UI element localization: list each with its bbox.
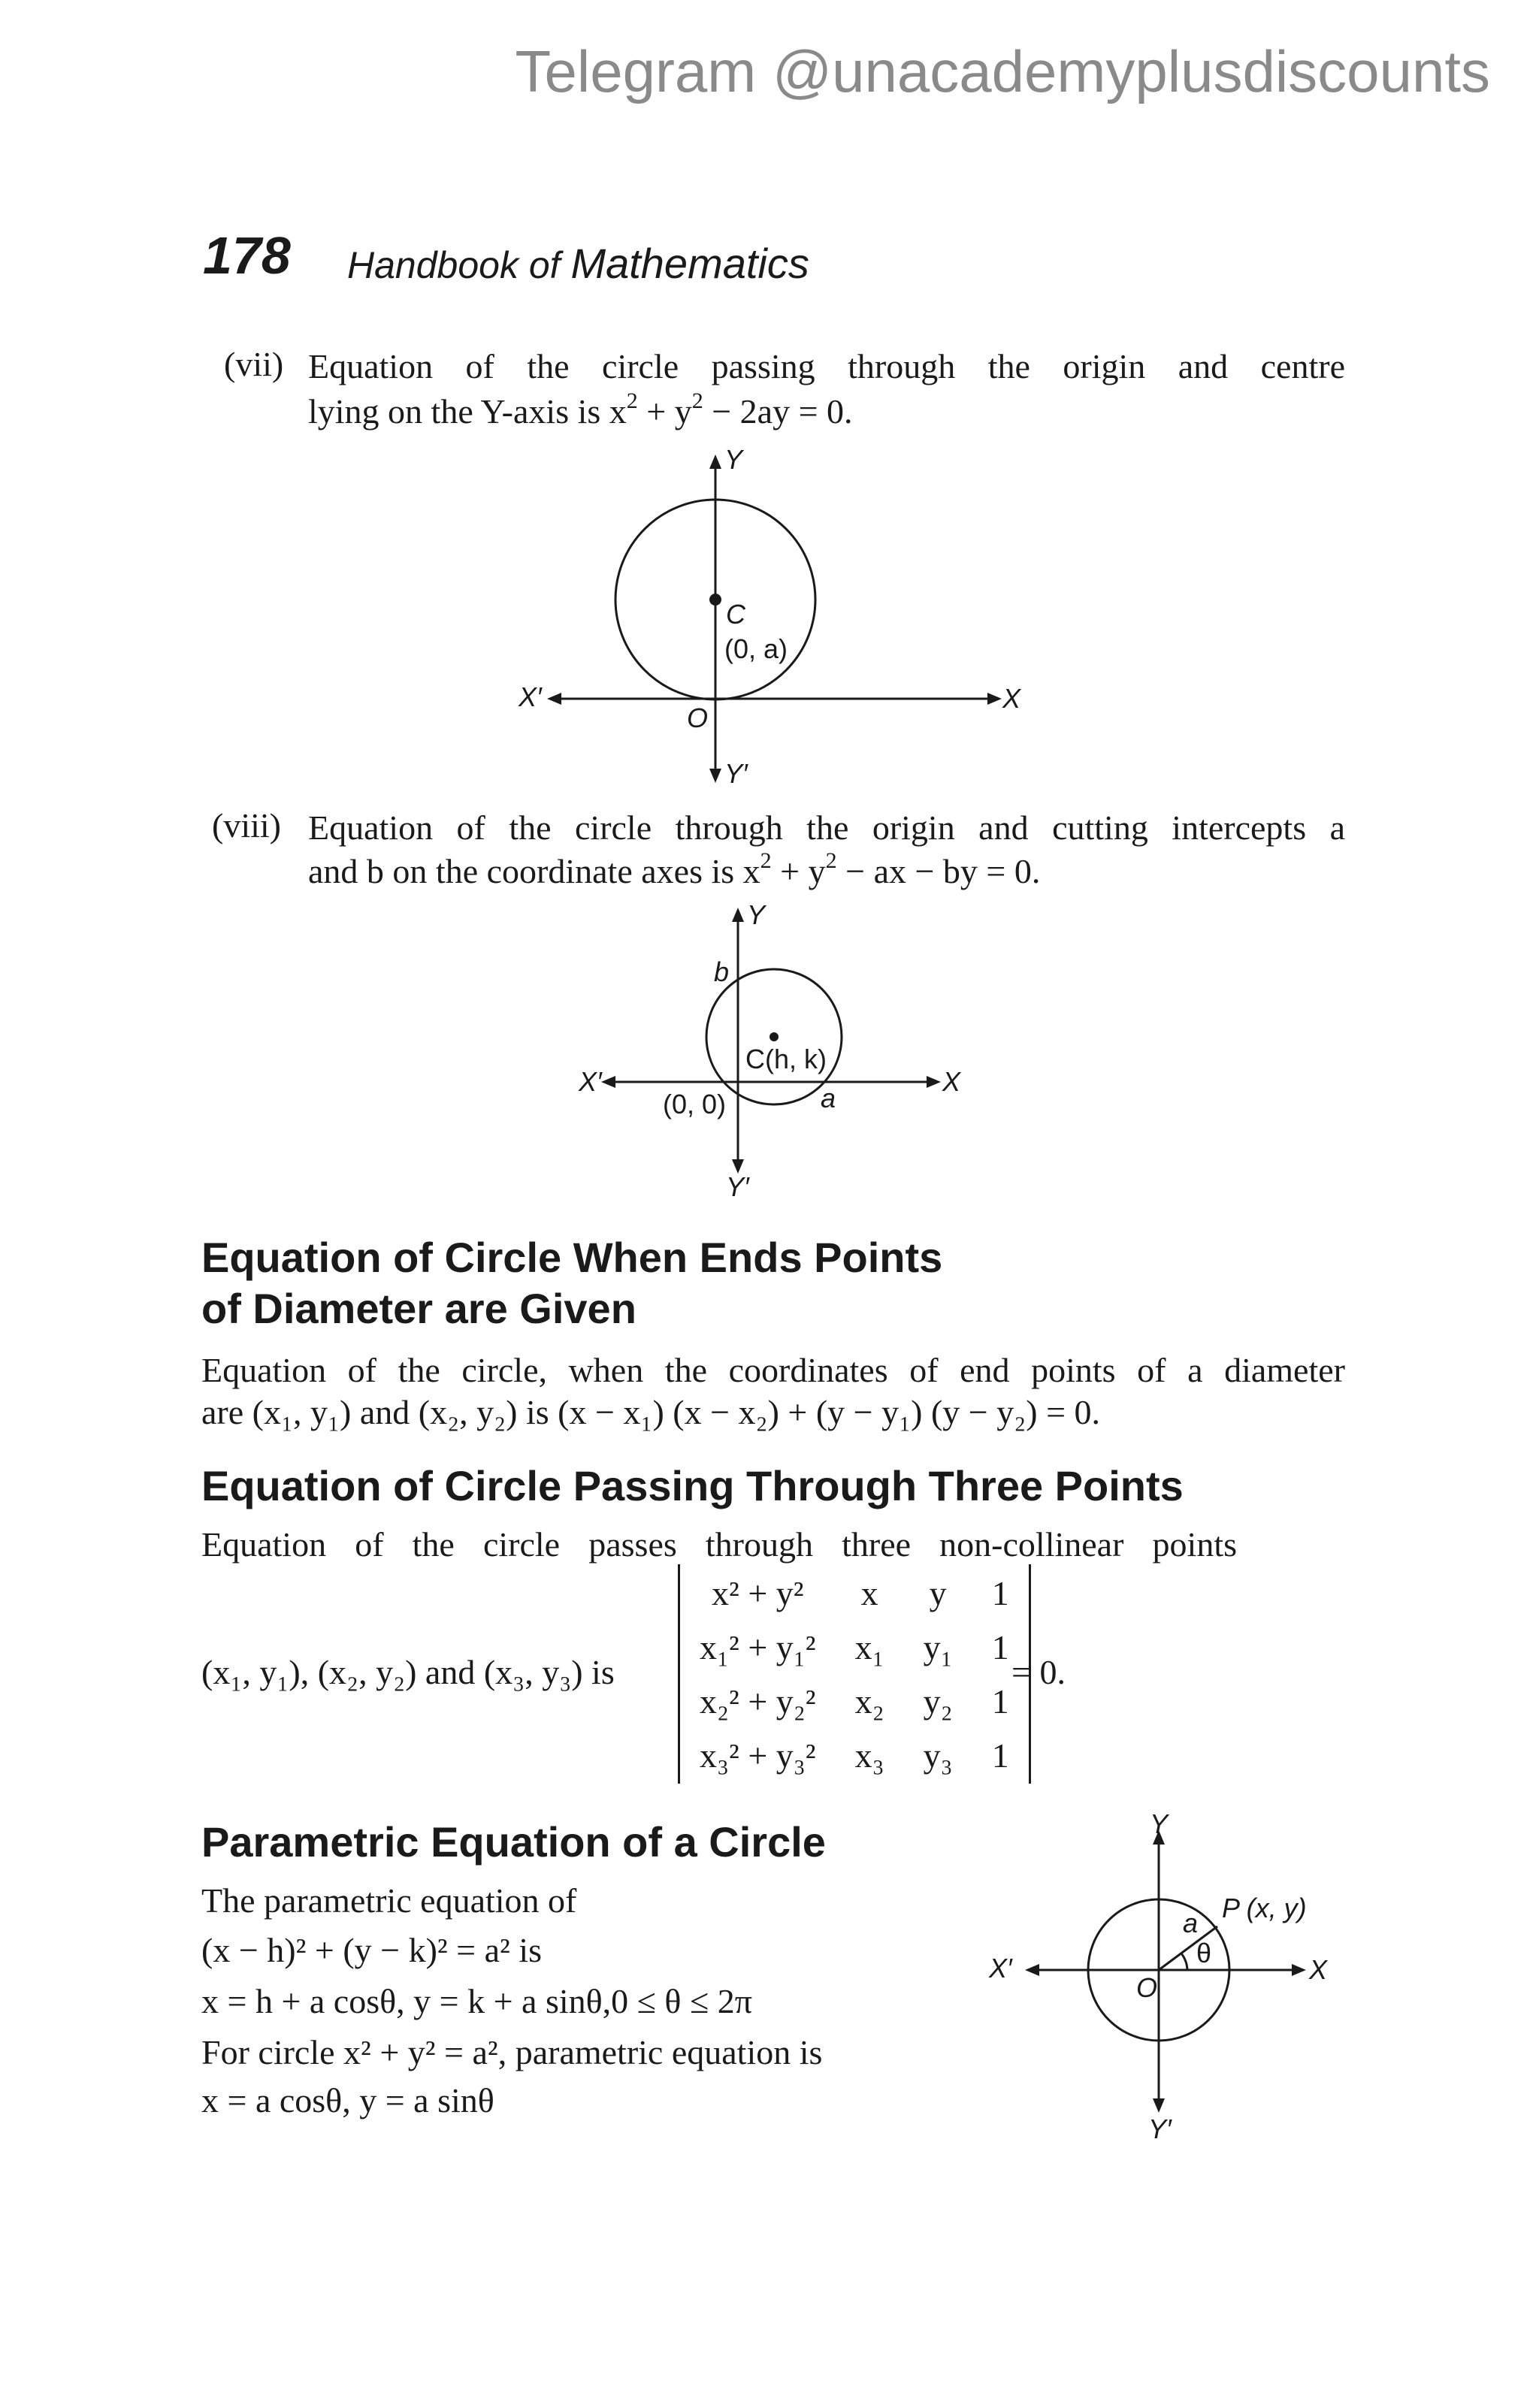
determinant-cell: x² + y² xyxy=(712,1573,804,1612)
axis-label-y-neg: Y′ xyxy=(726,1171,749,1202)
heading-line: of Diameter are Given xyxy=(201,1285,636,1332)
determinant-cell: 1 xyxy=(991,1627,1009,1666)
heading-three-points: Equation of Circle Passing Through Three Points xyxy=(201,1462,1184,1509)
determinant-cell: y₁ xyxy=(923,1627,953,1666)
item-vii-line2-lead: lying on the Y-axis is x xyxy=(308,392,627,431)
three-points-trail: = 0. xyxy=(1011,1653,1066,1691)
axis-label-x: X xyxy=(942,1066,961,1097)
determinant-cell: x₁ xyxy=(854,1627,884,1666)
determinant-cell: 1 xyxy=(991,1736,1009,1775)
centre-label: C xyxy=(726,599,745,630)
item-viii-line2-lead: and b on the coordinate axes is x xyxy=(308,852,760,890)
exponent: 2 xyxy=(626,388,638,413)
axis-label-x: X xyxy=(1309,1954,1328,1985)
determinant-cell: x₂ xyxy=(854,1681,884,1721)
angle-label: θ xyxy=(1196,1938,1212,1968)
heading-parametric: Parametric Equation of a Circle xyxy=(201,1818,826,1866)
book-title-prefix: Handbook of xyxy=(347,244,571,286)
book-title-main: Mathematics xyxy=(570,240,809,287)
item-vii-numeral: (vii) xyxy=(224,345,284,383)
determinant-cell: y₃ xyxy=(923,1736,953,1775)
exponent: 2 xyxy=(691,388,703,413)
radius-label: a xyxy=(1183,1908,1199,1938)
determinant-cell: x₂² + y₂² xyxy=(700,1681,816,1721)
three-points-lead: (x₁, y₁), (x₂, y₂) and (x₃, y₃) is xyxy=(201,1653,615,1691)
determinant-cell: x xyxy=(860,1573,878,1612)
angle-arc xyxy=(1181,1953,1187,1970)
x-axis-neg-arrow xyxy=(1025,1964,1039,1976)
diameter-text-line1: Equation of the circle, when the coordinates of end points of a diameter xyxy=(201,1351,1345,1389)
parametric-line4: For circle x² + y² = a², parametric equation is xyxy=(201,2033,823,2071)
exponent: 2 xyxy=(760,848,772,873)
axis-label-x-neg: X′ xyxy=(989,1953,1012,1984)
axis-label-y-neg: Y′ xyxy=(1148,2113,1172,2144)
determinant-cell: 1 xyxy=(991,1681,1009,1721)
axis-label-y-neg: Y′ xyxy=(724,758,748,789)
item-viii-numeral: (viii) xyxy=(212,806,281,844)
three-points-line1: Equation of the circle passes through three non-collinear points xyxy=(201,1525,1237,1564)
intercept-a-label: a xyxy=(821,1083,836,1113)
item-vii-line2-mid: + y xyxy=(637,392,692,431)
determinant-cell: 1 xyxy=(991,1573,1009,1612)
parametric-line1: The parametric equation of xyxy=(201,1881,577,1920)
exponent: 2 xyxy=(825,848,837,873)
item-viii-line2-mid: + y xyxy=(771,852,826,890)
page-number: 178 xyxy=(203,226,291,285)
point-label: P (x, y) xyxy=(1222,1893,1307,1923)
centre-label: C(h, k) xyxy=(745,1044,827,1074)
item-vii-line2-end: − 2ay = 0. xyxy=(703,392,853,431)
watermark: Telegram @unacademyplusdiscounts xyxy=(515,38,1490,104)
axis-label-x-neg: X′ xyxy=(579,1066,602,1097)
axis-label-y: Y xyxy=(747,899,766,930)
parametric-line3: x = h + a cosθ, y = k + a sinθ,0 ≤ θ ≤ 2π xyxy=(201,1982,752,2020)
parametric-line5: x = a cosθ, y = a sinθ xyxy=(201,2081,494,2119)
axis-label-y: Y xyxy=(724,444,743,475)
origin-label: (0, 0) xyxy=(663,1089,727,1119)
axis-label-x-neg: X′ xyxy=(519,681,542,712)
determinant-cell: y₂ xyxy=(923,1681,953,1721)
centre-coordinate-label: (0, a) xyxy=(724,633,788,664)
intercept-b-label: b xyxy=(714,956,730,987)
item-viii-line2-end: − ax − by = 0. xyxy=(836,852,1041,890)
item-viii-line1: Equation of the circle through the origin and cutting intercepts a xyxy=(308,808,1345,847)
determinant-cell: x₁² + y₁² xyxy=(700,1627,816,1666)
determinant-cell: x₃ xyxy=(854,1736,884,1775)
determinant-cell: x₃² + y₃² xyxy=(700,1736,816,1775)
origin-label: O xyxy=(1136,1972,1158,2003)
axis-label-y: Y xyxy=(1150,1808,1169,1839)
diameter-text-line2: are (x₁, y₁) and (x₂, y₂) is (x − x₁) (x − x₂) + (y − y₁) (y − y₂) = 0. xyxy=(201,1393,1101,1431)
item-vii-line1: Equation of the circle passing through the origin and centre xyxy=(308,347,1345,385)
x-axis-arrow xyxy=(1292,1964,1306,1976)
determinant-cell: y xyxy=(929,1573,947,1612)
y-axis-neg-arrow xyxy=(1153,2098,1165,2113)
axis-label-x: X xyxy=(1002,683,1021,714)
origin-label: O xyxy=(687,702,709,733)
parametric-line2: (x − h)² + (y − k)² = a² is xyxy=(201,1931,543,1969)
heading-line: Equation of Circle When Ends Points xyxy=(201,1234,943,1281)
